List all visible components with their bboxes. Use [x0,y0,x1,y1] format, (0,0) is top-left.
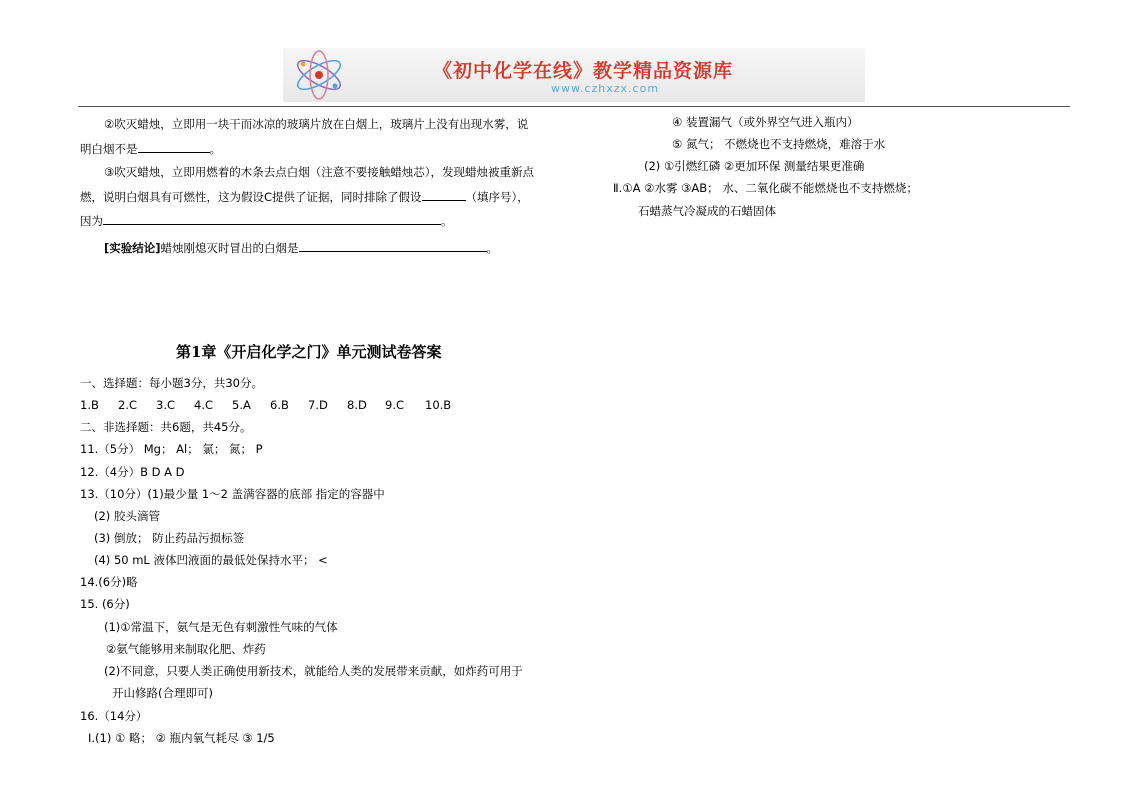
answer-line: (2) ①引燃红磷 ②更加环保 测量结果更准确 [644,159,865,173]
blank-line [299,240,487,252]
mc-answer: 7.D [308,398,328,412]
paragraph-line: 因为 。 [80,214,453,228]
mc-answer: 1.B [80,398,99,412]
answer-line: 石蜡蒸气冷凝成的石蜡固体 [638,204,776,218]
mc-answer: 3.C [156,398,176,412]
answer-line: 14.(6分)略 [80,575,138,589]
conclusion-line: [实验结论]蜡烛刚熄灭时冒出的白烟是 。 [104,241,499,255]
answer-line: (2)不同意，只要人类正确使用新技术，就能给人类的发展带来贡献，如炸药可用于 [104,664,523,678]
paragraph-line: 燃，说明白烟具有可燃性，这为假设C提供了证据，同时排除了假设 （填序号）， [80,190,529,204]
conclusion-label: [实验结论] [104,241,161,255]
answer-line: ②氨气能够用来制取化肥、炸药 [106,642,266,656]
answer-line: (1)①常温下，氨气是无色有刺激性气味的气体 [104,620,338,634]
answer-line: Ⅱ.①A ②水雾 ③AB； 水、二氧化碳不能燃烧也不支持燃烧； [613,181,918,195]
mc-answer: 4.C [194,398,214,412]
mc-answer: 5.A [232,398,251,412]
mc-answer: 2.C [118,398,138,412]
answer-line: 16.（14分） [80,709,148,723]
answer-line: 13.（10分）(1)最少量 1～2 盖满容器的底部 指定的容器中 [80,487,385,501]
answer-line: 开山修路(合理即可) [112,686,213,700]
site-title: 《初中化学在线》教学精品资源库 [433,60,734,82]
answer-line: 12.（4分）B D A D [80,465,185,479]
answer-line: (3) 倒放； 防止药品污损标签 [94,531,245,545]
answer-line: Ⅰ.(1) ① 略； ② 瓶内氧气耗尽 ③ 1/5 [88,731,275,745]
answer-line: (2) 胶头滴管 [94,509,160,523]
mc-answer: 8.D [347,398,367,412]
answer-line: (4) 50 mL 液体凹液面的最低处保持水平； < [94,553,328,567]
mc-answer: 6.B [270,398,289,412]
answer-line: 二、非选择题：共6题，共45分。 [80,420,252,434]
paragraph-line: ③吹灭蜡烛，立即用燃着的木条去点白烟（注意不要接触蜡烛芯），发现蜡烛被重新点 [104,165,535,179]
answer-heading: 第1章《开启化学之门》单元测试卷答案 [176,343,442,361]
answer-line: 15. (6分) [80,597,130,611]
blank-line [103,213,441,225]
mc-answer: 9.C [385,398,405,412]
answer-line: 一、选择题：每小题3分，共30分。 [80,376,263,390]
answer-line: ⑤ 氮气； 不燃烧也不支持燃烧，难溶于水 [672,137,886,151]
blank-line [138,141,210,153]
site-url: www.czhxzx.com [551,82,660,95]
paragraph-line: 明白烟不是 。 [80,142,221,156]
atom-logo-icon [289,50,349,100]
paragraph-line: ②吹灭蜡烛，立即用一块干而冰凉的玻璃片放在白烟上，玻璃片上没有出现水雾，说 [104,117,529,131]
answer-line: ④ 装置漏气（或外界空气进入瓶内） [672,115,859,129]
blank-line [422,189,466,201]
header-banner [283,48,865,102]
header-divider [78,106,1070,107]
answer-line: 11.（5分） Mg； Al； 氯； 氮； P [80,442,263,456]
mc-answer: 10.B [425,398,452,412]
